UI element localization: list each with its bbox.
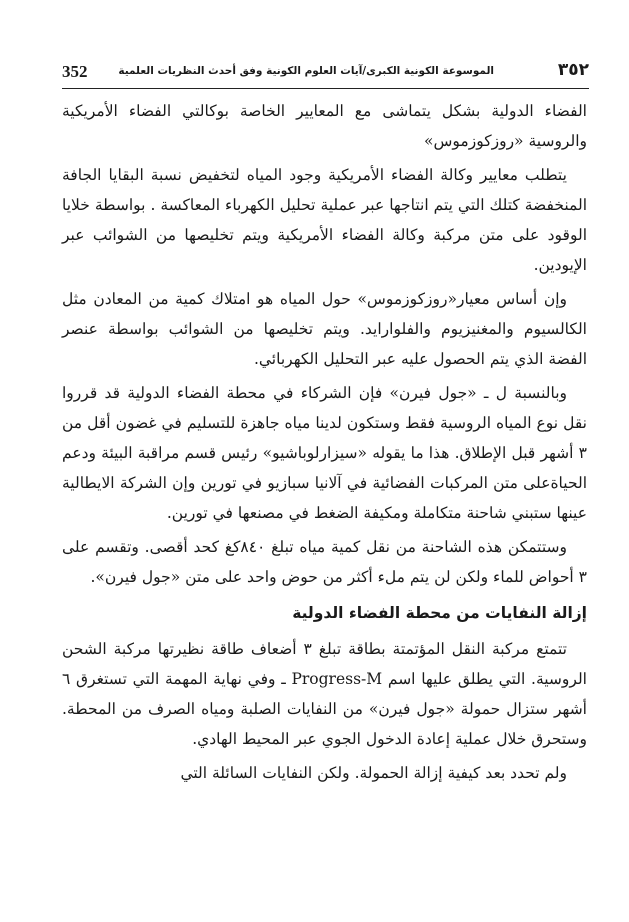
paragraph: الفضاء الدولية بشكل يتماشى مع المعايير الخاصة بوكالتي الفضاء الأمريكية والروسية «روزكوزموس» <box>62 102 587 150</box>
section-heading: إزالة النفايات من محطة الفضاء الدولية <box>292 604 587 622</box>
running-title: الموسوعة الكونية الكبرى/آيات العلوم الكونية وفق أحدث النظريات العلمية <box>118 65 494 77</box>
paragraph: ولم تحدد بعد كيفية إزالة الحمولة. ولكن النفايات السائلة التي <box>180 764 567 782</box>
paragraph: تتمتع مركبة النقل المؤتمتة بطاقة تبلغ ٣ أضعاف طاقة نظيرتها مركبة الشحن الروسية. التي يطلق عليها اسم Progress-M ـ وفي نهاية المهمة التي تستغرق ٦ أشهر ستزال حمولة «جول فيرن» من النفايات الصلبة ومياه الصرف من المحطة. وستحرق خلال عملية إعادة الدخول الجوي عبر المحيط الهادي. <box>62 640 587 748</box>
page-body <box>62 96 587 922</box>
page-number-arabic: ٣٥٢ <box>557 60 589 80</box>
page-number-latin: 352 <box>62 62 88 81</box>
paragraph: وإن أساس معيار«روزكوزموس» حول المياه هو امتلاك كمية من المعادن مثل الكالسيوم والمغنيزيوم والفلوارايد. ويتم تخليصها من الشوائب بواسطة عنصر الفضة الذي يتم الحصول عليه عبر التحليل الكهربائي. <box>62 290 587 368</box>
paragraph: وستتمكن هذه الشاحنة من نقل كمية مياه تبلغ ٨٤٠كغ كحد أقصى. وتقسم على ٣ أحواض للماء ولكن لن يتم ملء أكثر من حوض واحد على متن «جول فيرن». <box>62 538 587 586</box>
paragraph: وبالنسبة ل ـ «جول فيرن» فإن الشركاء في محطة الفضاء الدولية قد قرروا نقل نوع المياه الروسية فقط وستكون لدينا مياه جاهزة للتسليم في غضون أقل من ٣ أشهر قبل الإطلاق. هذا ما يقوله «سيزارلوباشيو» رئيس قسم مراقبة البيئة ودعم الحياةعلى متن المركبات الفضائية في آلانيا سبازيو في تورين وإن الشركة الايطالية عينها ستبني شاحنة متكاملة ومكيفة الضغط في مصنعها في تورين. <box>62 384 587 522</box>
page-header <box>62 60 589 89</box>
paragraph: يتطلب معايير وكالة الفضاء الأمريكية وجود المياه لتخفيض نسبة البقايا الجافة المنخفضة كتلك التي يتم انتاجها عبر عملية تحليل الكهرباء المعاكسة . بواسطة خلايا الوقود على متن مركبة وكالة الفضاء الأمريكية ويتم تخليصها من الشوائب عبر الإيودين. <box>62 166 587 274</box>
